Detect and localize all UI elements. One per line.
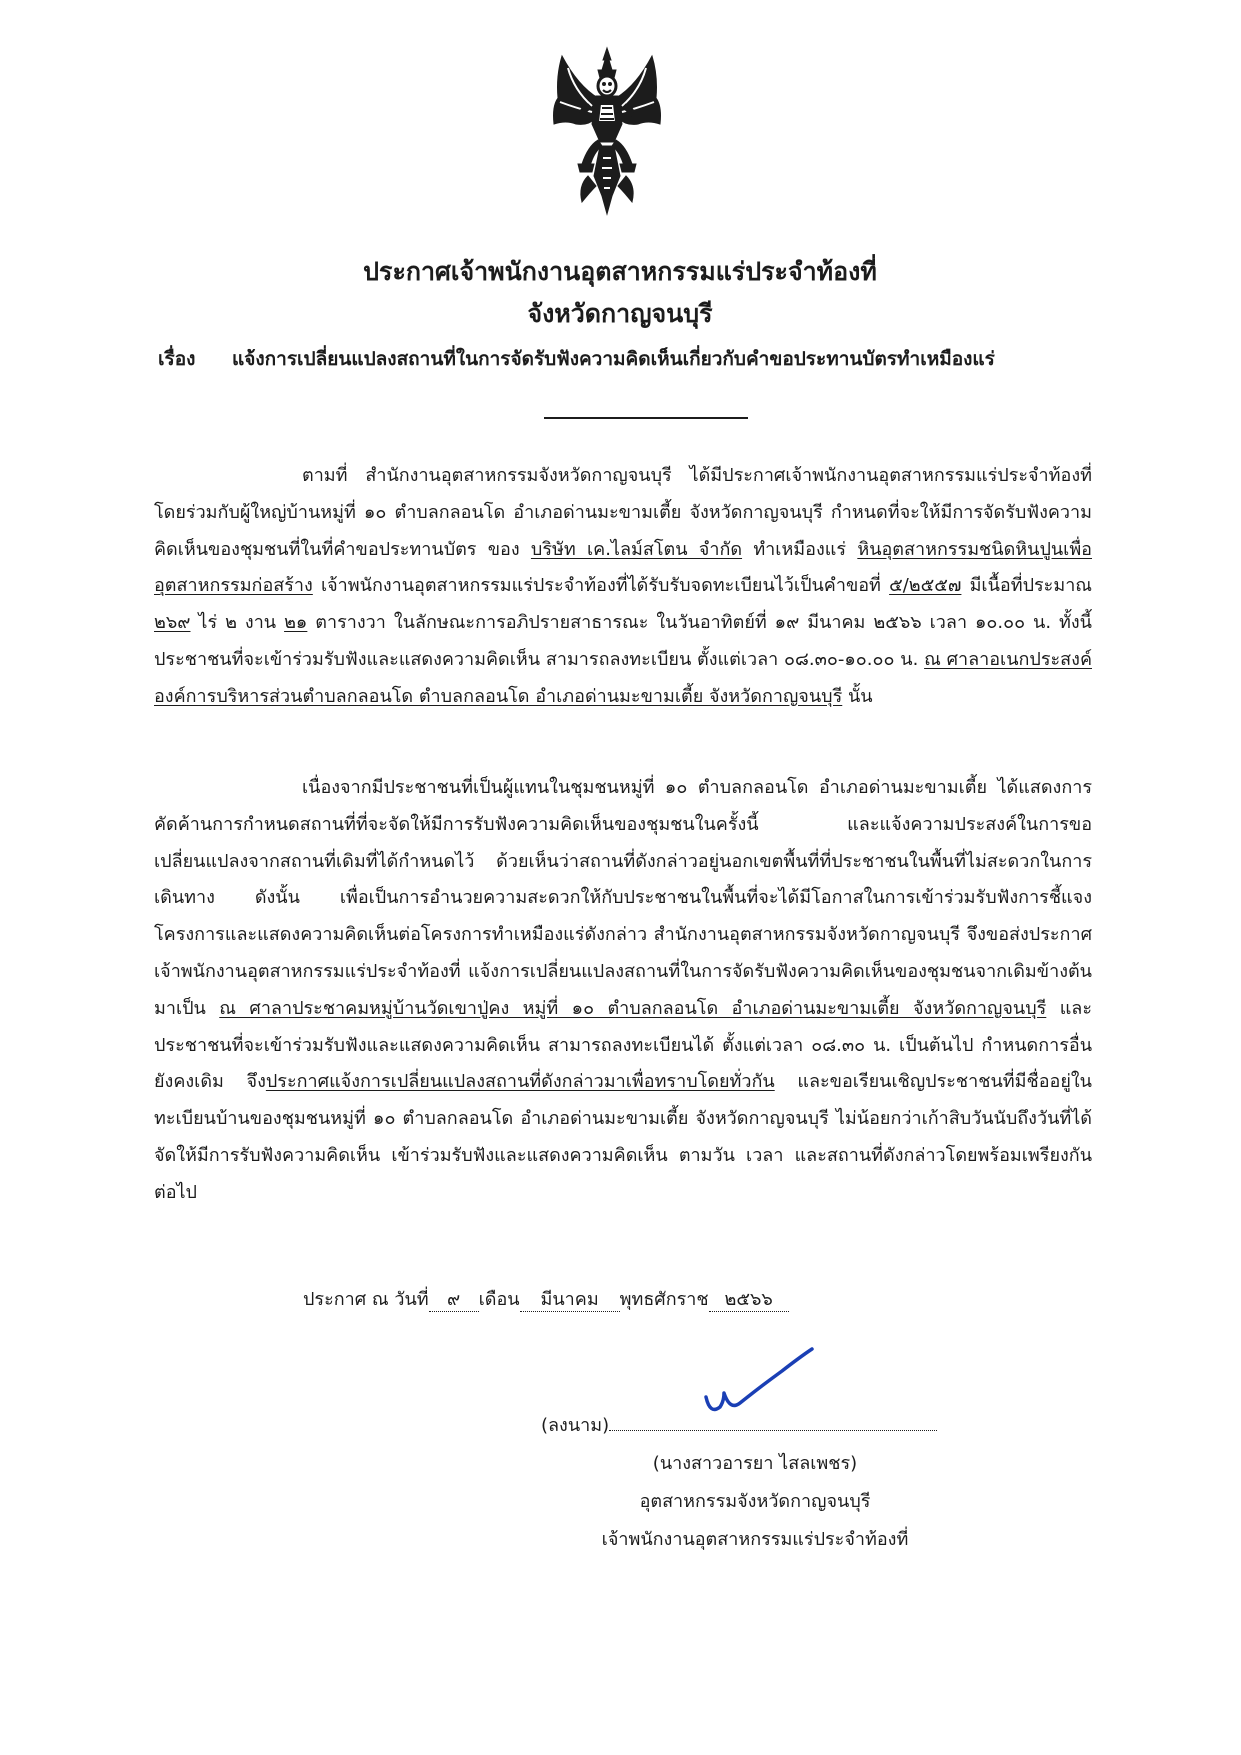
subject-label: เรื่อง [158,348,196,370]
signer-position-1: อุตสาหกรรมจังหวัดกาญจนบุรี [639,1491,871,1512]
paragraph-2-text-3: และขอเรียนเชิญประชาชนที่มีชื่ออยู่ในทะเบียนบ้านของชุมชนหมู่ที่ ๑๐ ตำบลกลอนโด อำเภอด่านมะขามเตี้ย จังหวัดกาญจนบุรี ไม่น้อยกว่าเก้าสิบวันนับถึงวันที่ได้จัดให้มีการรับฟังความคิดเห็น เข้าร่วมรับฟังและแสดงความคิดเห็น ตามวัน เวลา และสถานที่ดังกล่าวโดยพร้อมเพรียงกันต่อไป [154,1071,1092,1203]
old-venue: ณ ศาลาอเนกประสงค์ องค์การบริหารส่วนตำบลกลอนโด ตำบลกลอนโด อำเภอด่านมะขามเตี้ย จังหวัดกาญจนบุรี [154,648,1092,707]
handwritten-signature-icon [700,1345,815,1420]
date-day: ๙ [429,1289,479,1312]
paragraph-1-text-6: ตารางวา ในลักษณะการอภิปรายสาธารณะ ในวันอาทิตย์ที่ ๑๙ มีนาคม ๒๕๖๖ เวลา ๑๐.๐๐ น. ทั้งนี้ ประชาชนที่จะเข้าร่วมรับฟังและแสดงความคิดเห็น สามารถลงทะเบียน ตั้งแต่เวลา ๐๘.๓๐-๑๐.๐๐ น. [154,612,1092,670]
area-rai: ๒๖๙ [154,612,191,634]
month-label: เดือน [478,1289,520,1310]
paragraph-1-text-4: มีเนื้อที่ประมาณ [961,575,1092,597]
paragraph-1-text-1: ตามที่ สำนักงานอุตสาหกรรมจังหวัดกาญจนบุรี ได้มีประกาศเจ้าพนักงานอุตสาหกรรมแร่ประจำท้องที่ โดยร่วมกับผู้ใหญ่บ้านหมู่ที่ ๑๐ ตำบลกลอนโด อำเภอด่านมะขามเตี้ย จังหวัดกาญจนบุรี กำหนดที่จะให้มีการจัดรับฟังความคิดเห็นของชุมชนที่ในที่คำขอประทานบัตร ของ [154,465,1092,560]
date-month: มีนาคม [520,1289,620,1312]
paragraph-1-text-5: ไร่ ๒ งาน [190,612,285,634]
paragraph-2 [154,770,1092,1212]
announcement-statement: ประกาศแจ้งการเปลี่ยนแปลงสถานที่ดังกล่าวมาเพื่อทราบโดยทั่วกัน [265,1071,775,1093]
signature-dots [609,1410,937,1431]
company-name: บริษัท เค.ไลม์สโตน จำกัด [530,538,743,560]
signer-position-2: เจ้าพนักงานอุตสาหกรรมแร่ประจำท้องที่ [601,1529,909,1550]
new-venue: ณ ศาลาประชาคมหมู่บ้านวัดเขาปู่คง หมู่ที่ ๑๐ ตำบลกลอนโด อำเภอด่านมะขามเตี้ย จังหวัดกาญจนบุรี [219,997,1047,1019]
date-year: ๒๕๖๖ [709,1289,789,1312]
paragraph-1-text-2: ทำเหมืองแร่ [742,538,858,560]
subject-line [158,344,1098,374]
paragraph-1-text-7: นั้น [842,685,873,707]
subject-text: แจ้งการเปลี่ยนแปลงสถานที่ในการจัดรับฟังความคิดเห็นเกี่ยวกับคำขอประทานบัตรทำเหมืองแร่ [232,348,995,370]
mineral-type: หินอุตสาหกรรมชนิดหินปูนเพื่ออุตสาหกรรมก่อสร้าง [154,538,1092,597]
date-prefix: ประกาศ ณ วันที่ [303,1289,429,1310]
year-label: พุทธศักราช [619,1289,709,1310]
paragraph-2-text-2: และประชาชนที่จะเข้าร่วมรับฟังและแสดงความคิดเห็น สามารถลงทะเบียนได้ ตั้งแต่เวลา ๐๘.๓๐ น. เป็นต้นไป กำหนดการอื่นยังคงเดิม จึง [154,997,1093,1093]
paragraph-1-text-3: เจ้าพนักงานอุตสาหกรรมแร่ประจำท้องที่ได้รับรับจดทะเบียนไว้เป็นคำขอที่ [312,575,890,597]
signer-name: (นางสาวอารยา ไสลเพชร) [652,1453,858,1474]
paragraph-1 [154,458,1092,716]
announcement-date [303,1284,789,1313]
title-line-1: ประกาศเจ้าพนักงานอุตสาหกรรมแร่ประจำท้องที่ [363,257,877,286]
signature-label: (ลงนาม) [541,1415,610,1436]
request-number: ๕/๒๕๕๗ [889,575,962,597]
area-square-wa: ๒๑ [284,612,308,634]
signature-line [541,1410,937,1439]
title-line-2: จังหวัดกาญจนบุรี [527,299,713,328]
title-divider [544,417,748,419]
garuda-emblem-icon [548,46,666,216]
paragraph-2-text-1: เนื่องจากมีประชาชนที่เป็นผู้แทนในชุมชนหมู่ที่ ๑๐ ตำบลกลอนโด อำเภอด่านมะขามเตี้ย ได้แสดงการคัดค้านการกำหนดสถานที่ที่จะจัดให้มีการรับฟังความคิดเห็นของชุมชนในครั้งนี้ และแจ้งความประสงค์ในการขอเปลี่ยนแปลงจากสถานที่เดิมที่ได้กำหนดไว้ ด้วยเห็นว่าสถานที่ดังกล่าวอยู่นอกเขตพื้นที่ที่ประชาชนในพื้นที่ไม่สะดวกในการเดินทาง ดังนั้น เพื่อเป็นการอำนวยความสะดวกให้กับประชาชนในพื้นที่จะได้มีโอกาสในการเข้าร่วมรับฟังการชี้แจงโครงการและแสดงความคิดเห็นต่อโครงการทำเหมืองแร่ดังกล่าว สำนักงานอุตสาหกรรมจังหวัดกาญจนบุรี จึงขอส่งประกาศเจ้าพนักงานอุตสาหกรรมแร่ประจำท้องที่ แจ้งการเปลี่ยนแปลงสถานที่ในการจัดรับฟังความคิดเห็นของชุมชนจากเดิมข้างต้น มาเป็น [154,777,1092,1019]
